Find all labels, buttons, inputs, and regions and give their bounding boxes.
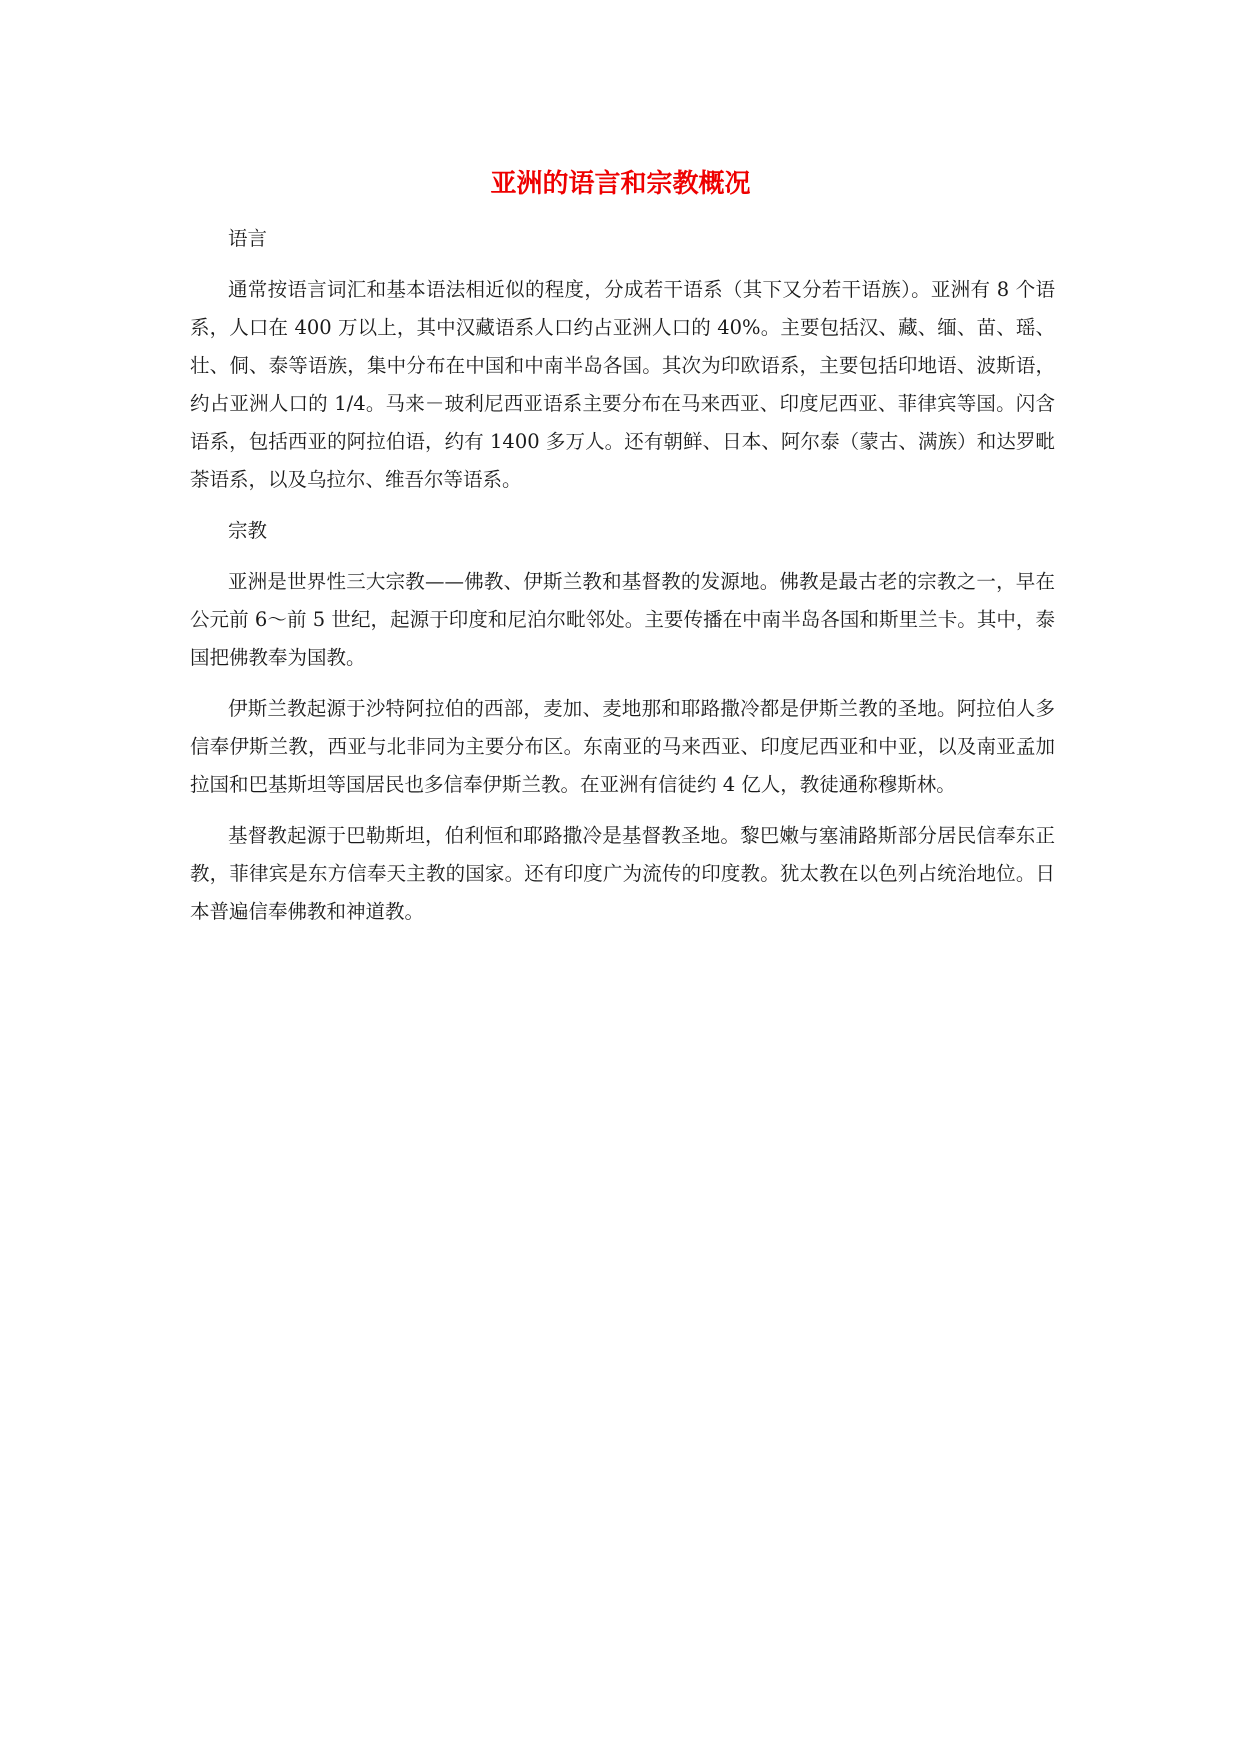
section-heading-language: 语言	[228, 227, 268, 250]
section-heading-religion: 宗教	[228, 519, 268, 542]
religion-paragraph-buddhism: 亚洲是世界性三大宗教——佛教、伊斯兰教和基督教的发源地。佛教是最古老的宗教之一，早在公元前 6～前 5 世纪，起源于印度和尼泊尔毗邻处。主要传播在中南半岛各国和斯里兰卡。其中，泰国把佛教奉为国教。	[190, 570, 1055, 669]
religion-paragraph-islam: 伊斯兰教起源于沙特阿拉伯的西部，麦加、麦地那和耶路撒冷都是伊斯兰教的圣地。阿拉伯人多信奉伊斯兰教，西亚与北非同为主要分布区。东南亚的马来西亚、印度尼西亚和中亚，以及南亚孟加拉国和巴基斯坦等国居民也多信奉伊斯兰教。在亚洲有信徒约 4 亿人，教徒通称穆斯林。	[190, 697, 1055, 796]
document-title: 亚洲的语言和宗教概况	[490, 169, 751, 199]
document-body	[190, 220, 1055, 944]
language-paragraph: 通常按语言词汇和基本语法相近似的程度，分成若干语系（其下又分若干语族）。亚洲有 8 个语系，人口在 400 万以上，其中汉藏语系人口约占亚洲人口的 40%。主要包括汉、藏、缅、苗、瑶、壮、侗、泰等语族，集中分布在中国和中南半岛各国。其次为印欧语系，主要包括印地语、波斯语，约占亚洲人口的 1/4。马来－玻利尼西亚语系主要分布在马来西亚、印度尼西亚、菲律宾等国。闪含语系，包括西亚的阿拉伯语，约有 1400 多万人。还有朝鲜、日本、阿尔泰（蒙古、满族）和达罗毗荼语系，以及乌拉尔、维吾尔等语系。	[190, 278, 1055, 491]
religion-paragraph-christianity: 基督教起源于巴勒斯坦，伯利恒和耶路撒冷是基督教圣地。黎巴嫩与塞浦路斯部分居民信奉东正教，菲律宾是东方信奉天主教的国家。还有印度广为流传的印度教。犹太教在以色列占统治地位。日本普遍信奉佛教和神道教。	[190, 824, 1055, 923]
